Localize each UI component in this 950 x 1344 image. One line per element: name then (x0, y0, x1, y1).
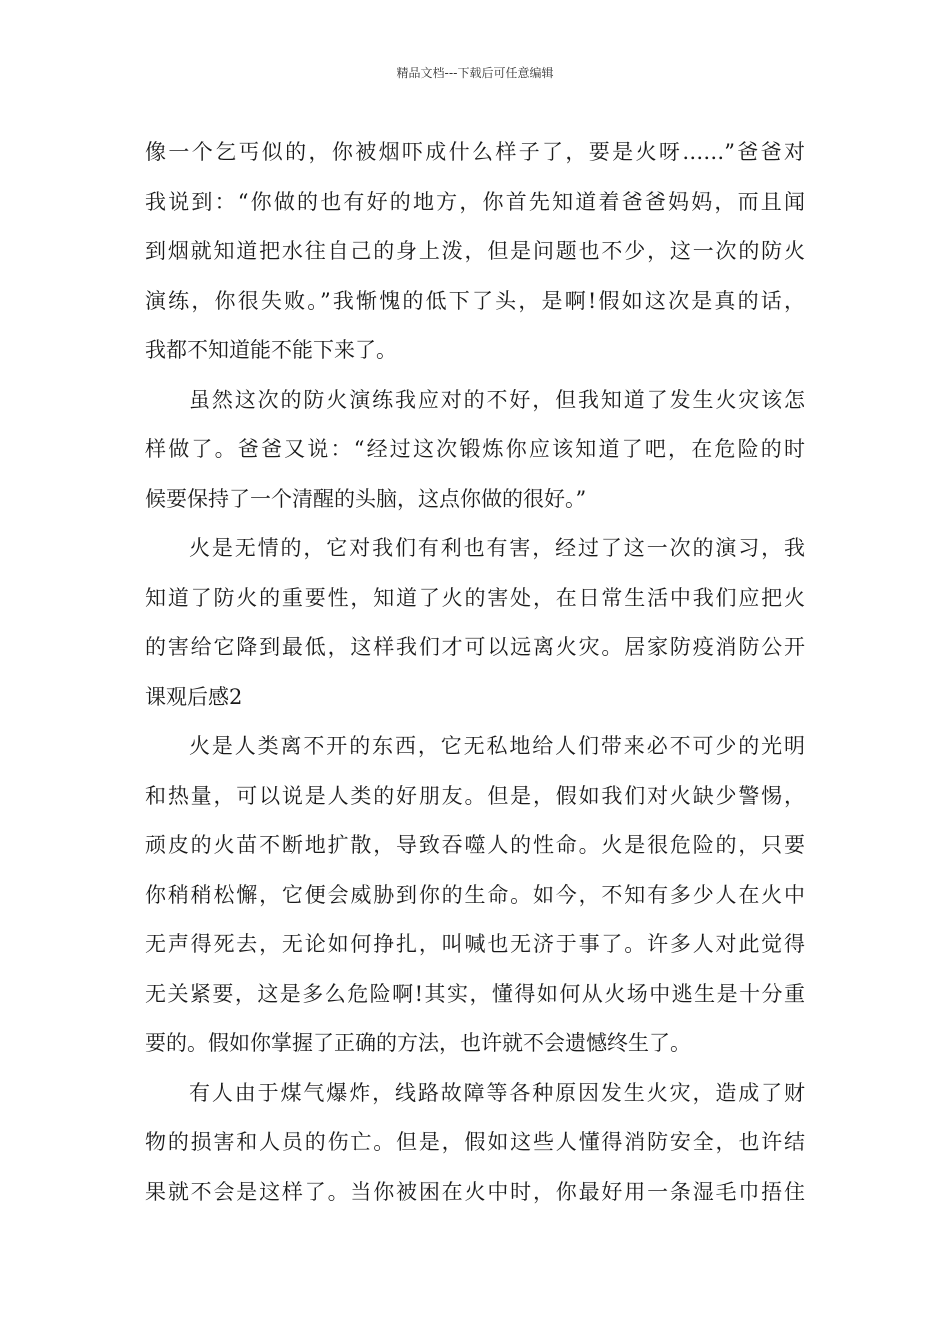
text-line: 样做了。爸爸又说：“经过这次锻炼你应该知道了吧，在危险的时 (145, 437, 805, 461)
text-line: 候要保持了一个清醒的头脑，这点你做的很好。” (145, 486, 587, 511)
text-line: 知道了防火的重要性，知道了火的害处，在日常生活中我们应把火 (145, 585, 805, 610)
text-line: 果就不会是这样了。当你被困在火中时，你最好用一条湿毛巾捂住 (145, 1179, 805, 1204)
text-line: 顽皮的火苗不断地扩散，导致吞噬人的性命。火是很危险的，只要 (145, 833, 805, 857)
paragraph-5 (145, 1069, 805, 1218)
page-header: 精品文档---下载后可任意编辑 (396, 66, 554, 80)
paragraph-1 (145, 128, 805, 376)
text-line: 物的损害和人员的伤亡。但是，假如这些人懂得消防安全，也许结 (145, 1130, 805, 1154)
text-line: 无关紧要，这是多么危险啊!其实，懂得如何从火场中逃生是十分重 (145, 981, 805, 1006)
text-line: 演练，你很失败。”我惭愧的低下了头，是啊!假如这次是真的话， (145, 288, 805, 313)
text-line: 到烟就知道把水往自己的身上泼，但是问题也不少，这一次的防火 (145, 239, 805, 263)
text-line: 你稍稍松懈，它便会威胁到你的生命。如今，不知有多少人在火中 (145, 882, 805, 907)
paragraph-4 (145, 722, 805, 1069)
document-body (145, 128, 805, 1217)
text-line: 课观后感2 (145, 684, 243, 709)
text-line: 有人由于煤气爆炸，线路故障等各种原因发生火灾，造成了财 (189, 1080, 805, 1105)
text-line: 的害给它降到最低，这样我们才可以远离火灾。居家防疫消防公开 (145, 635, 805, 659)
paragraph-2 (145, 376, 805, 525)
text-line: 我说到：“你做的也有好的地方，你首先知道着爸爸妈妈，而且闻 (145, 189, 805, 214)
text-line: 火是人类离不开的东西，它无私地给人们带来必不可少的光明 (189, 734, 805, 758)
text-line: 像一个乞丐似的，你被烟吓成什么样子了，要是火呀……”爸爸对 (145, 140, 805, 164)
text-line: 要的。假如你掌握了正确的方法，也许就不会遗憾终生了。 (145, 1031, 691, 1055)
text-line: 和热量，可以说是人类的好朋友。但是，假如我们对火缺少警惕， (145, 783, 805, 808)
text-line: 无声得死去，无论如何挣扎，叫喊也无济于事了。许多人对此觉得 (145, 932, 805, 956)
text-line: 虽然这次的防火演练我应对的不好，但我知道了发生火灾该怎 (189, 387, 805, 412)
paragraph-3 (145, 524, 805, 722)
text-line: 火是无情的，它对我们有利也有害，经过了这一次的演习，我 (189, 536, 805, 560)
text-line: 我都不知道能不能下来了。 (145, 338, 397, 362)
